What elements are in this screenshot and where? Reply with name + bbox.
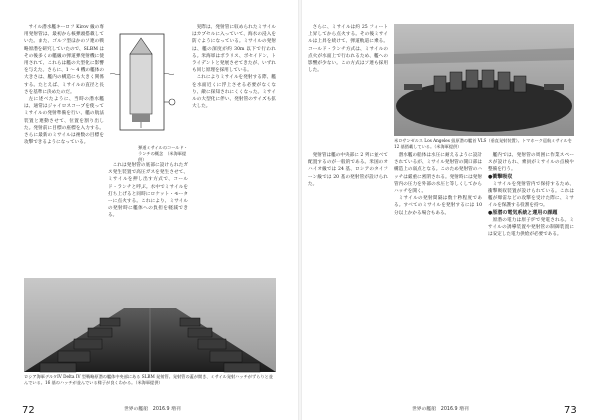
left-col-3-para-b: これによりミサイルを発射する際、艦を水面近くに浮上させる必要がなくなり、敵に探知されにくくなった。ミサイルの大型化に伴い、発射管のサイズも拡大した。 [192,75,276,110]
gas-generator [132,114,150,122]
right-col-3-para: 艦内では、発射管の周囲に作業スペースが設けられ、乗員がミサイルの点検や整備を行う。 [488,153,574,173]
vls-photo [394,24,574,136]
valve-icon [169,99,175,105]
left-running-head: 世界の艦船 2016.9 増刊 [124,407,181,412]
right-col-1 [308,152,388,388]
cold-launch-caption: 弾道ミサイルのコールド・ランチの概念 （米海軍提供） [138,145,188,162]
left-col-2-para: これは発射管の底部に設けられたガス発生装置で高圧ガスを発生させて、ミサイルを押し出す方式で、コールド・ランチと呼ぶ。水中でミサイルを打ち上げると同時にロケット・モーターに点火する。これにより、ミサイルの発射時に艦体への負担を軽減できる。 [108,163,188,219]
right-col-3-para-c: 原潜の電力は原子炉で発電される。ミサイルの誘導装置や発射管の制御装置には安定した電力供給が必要である。 [488,217,574,238]
left-col-1-para: サイル潜水艦キーロフ Kirov 級の専用発射管は、最初から核弾頭搭載していた。また、ゴルフ型ほかのソ連の戦略原潜を研究していたので、SLBM はその後多くの艦級の弾道弾発射機に使用されて、これらは艦の大型化に影響を与えた。さらに、1 ～ 4 機の艦体の大きさは、艦内の構造にも大きく関係する。たとえば、ミサイルの直径と長さを基準に決めたのだ。 [24,25,104,95]
section-heading-electrical: ●原潜の電気系統と運用の課題 [488,209,558,216]
submarine-deck-photo [24,278,276,372]
right-running-head: 世界の艦船 2016.9 増刊 [412,407,469,412]
missile-nose [130,38,152,54]
vls-photo-svg [394,24,574,136]
left-col-3 [192,24,276,274]
right-col-2-para: 潜水艦の船体は水圧に耐えるように設計されているが、ミサイル発射管の開口部は構造上の弱点となる。このため発射管のハッチは厳重に密閉される。発射時には発射管内の圧力を外部の水圧と等しくしてからハッチを開く。 [394,153,482,195]
cold-launch-diagram [108,24,188,144]
right-col-2 [394,152,482,388]
left-col-2 [108,162,188,274]
right-col-2-para-b: ミサイルの発射間隔は数十秒程度である。すべてのミサイルを発射するには 10 分以上かかる場合もある。 [394,196,482,216]
right-col-3-para-b: ミサイルを発射管内で保持するため、衝撃吸収装置が設けられている。これは艦が爆雷などの攻撃を受けた際に、ミサイルを保護する役割を持つ。 [488,181,574,209]
left-col-3-para: 実際は、発射管に収められたミサイルはカプセルに入っていて、海水の浸入を防ぐようになっている。ミサイルの発射は、艦の深度が約 30m 以下で行われる。米海軍はポラリス、ポセイドン、トライデントと発展させてきたが、いずれも同じ原理を採用している。 [192,25,276,74]
vls-photo-caption: 米ロサンゼルス Los Angeles 級原潜の艦首 VLS（垂直発射装置）。トマホーク巡航ミサイルを 12 基搭載している。（米海軍提供） [394,138,572,149]
right-page-number: 73 [564,405,577,416]
left-page [0,0,298,420]
left-page-number: 72 [22,405,35,416]
right-col-3 [488,152,574,388]
right-page [302,0,600,420]
cold-launch-diagram-svg [108,24,188,144]
missile-body [130,54,152,114]
right-col-1-para: さらに、ミサイルは約 25 フィート上昇してから点火する。その後ミサイルは上昇を続けて、弾道軌道に乗る。コールド・ランチ方式は、ミサイルの点火が水面上で行われるため、艦への影響が少ない。この方式はソ連も採用した。 [308,25,388,74]
left-col-1 [24,24,104,274]
right-col-1-top [308,24,388,136]
submarine-deck-svg [24,278,276,372]
right-col-1-para-b: 発射管は艦の中央部に 2 列に並べて配置するのが一般的である。米国のオハイオ級では 24 基、ロシアのタイフーン級では 20 基の発射管が設けられた。 [308,153,388,187]
submarine-deck-caption: ロシア海軍デルタIV Delta IV 型戦略原潜の艦体中央部にある SLBM 発射管。発射管の蓋が開き、ミサイル発射ハッチがずらりと並んでいる。16 基のハッチが並んでいる様子が良くわかる。（米海軍提供） [24,374,273,385]
left-col-1-para-b: 左に述べたように、当時の潜水艦は、通常はジャイロスコープを使ってミサイルの発射準備を行い、艦の航法装置と連動させて、位置を割り出した。発射前に目標の座標を入力する。さらに最新のミサイルは複数の目標を攻撃できるようになっている。 [24,97,104,146]
section-heading-shock: ●衝撃吸収 [488,173,513,180]
